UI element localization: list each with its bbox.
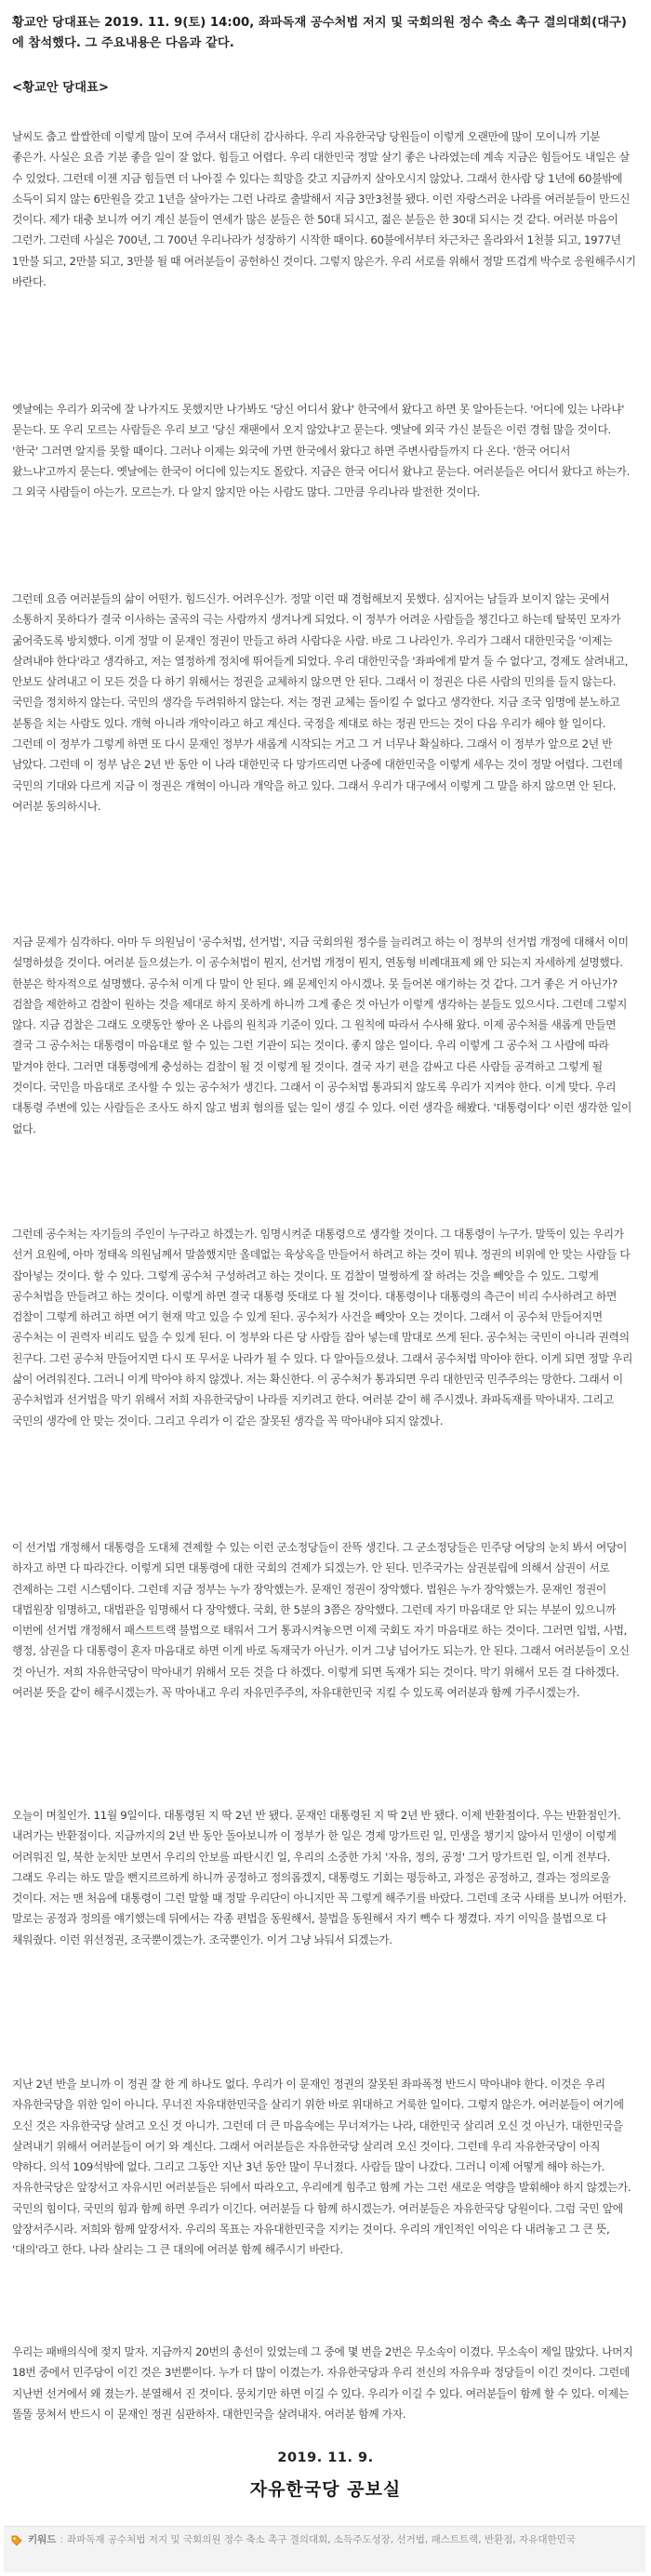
body-paragraph: 날씨도 춥고 쌀쌀한데 이렇게 많이 모여 주셔서 대단히 감사하다. 우리 자유한국당 당원들이 이렇게 오랜만에 많이 모이니까 기분 좋은가. 사실은 요즘 기분 좋을 일이 잘 없다. 힘들고 어렵다. 우리 대한민국 정말 살기 좋은 나라였는데 계속 지금은 힘들어도 내일은 살 수 있었다. 그런데 이젠 지금 힘들면 더 나아질 수 있다는 희망을 갖고 지금까지 살아오시지 않았나. 그래서 한사람 당 1년에 60불밖에 소득이 되지 않는 6만원을 갖고 1년을 살아가는 그런 나라로 출발해서 지금 3만3천불 됐다. 이런 자랑스러운 나라를 여러분들이 만드신 것이다. 제가 대충 보니까 여기 계신 분들이 연세가 많은 분들은 한 50대 되시고, 젊은 분들은 한 30대 되시는 것 같다. 여러분 마음이 그런가. 그런데 사실은 700년, 그 700년 우리나라가 성장하기 시작한 때이다. 60불에서부터 차근차근 올라와서 1천불 되고, 1977년 1만불 되고, 2만불 되고, 3만불 될 때 여러분들이 공헌하신 것이다. 그렇지 않은가. 우리 서로를 위해서 정말 뜨겁게 박수로 응원해주시기 바란다. [12,130,636,289]
signature-organization: 자유한국당 공보실 [249,2479,402,2500]
keywords-box: 키워드 : 좌파독재 공수처법 저지 및 국회의원 정수 축소 촉구 결의대회, 소득주도성장, 선거법, 패스트트랙, 반환점, 자유대한민국 [4,2526,645,2572]
keywords-label: 키워드 [28,2534,57,2545]
signature-date: 2019. 11. 9. [277,2450,374,2465]
body-paragraph: 지난 2년 반을 보니까 이 정권 잘 한 게 하나도 없다. 우리가 이 문재인 정권의 잘못된 좌파폭정 반드시 막아내야 한다. 이것은 우리 자유한국당을 위한 일이 아니다. 무너진 자유대한민국을 살리기 위한 바로 위대하고 거룩한 일이다. 그렇지 않은가. 여러분들이 여기에 오신 것은 자유한국당 살려고 오신 것 아니가. 그런데 더 큰 마음속에는 무너져가는 나라, 대한민국 살리려 오신 것 아닌가. 대한민국을 살려내기 위해서 여러분들이 여기 와 계신다. 그래서 여러분들은 자유한국당 살리려 오신 것이다. 그런데 우리 자유한국당이 아직 약하다. 의석 109석밖에 없다. 그리고 그동안 지난 3년 동안 많이 무너졌다. 사람들 많이 나갔다. 그러니 이제 어떻게 해야 하는가. 자유한국당은 앞장서고 자유시민 여러분들은 뒤에서 따라오고, 우리에게 힘주고 함께 가는 그런 새로운 역량을 발휘해야 하지 않겠는가. 국민의 힘이다. 국민의 힘과 함께 하면 우리가 이긴다. 여러분들 다 함께 하시겠는가. 여러분들은 자유한국당 당원이다. 그럼 국민 앞에 앞장서주시라. 저희와 함께 앞장서자. 우리의 목표는 자유대한민국을 지키는 것이다. 우리의 개인적인 이익은 다 내려놓고 그 큰 뜻, '대의'라고 한다. 나라 살리는 그 큰 대의에 여러분 함께 해주시기 바란다. [12,2078,631,2257]
body-paragraph: 옛날에는 우리가 외국에 잘 나가지도 못했지만 나가봐도 '당신 어디서 왔냐' 한국에서 왔다고 하면 못 알아듣는다. '어디에 있는 나라냐' 묻는다. 또 우리 모르는 사람들은 우리 보고 '당신 재팬에서 오지 않았냐'고 묻는다. 옛날에 외국 가신 분들은 이런 경험 많을 것이다. '한국' 그러면 알지를 못할 때이다. 그러나 이제는 외국에 가면 한국에서 왔다고 하면 주변사람들까지 다 온다. '한국 어디서 왔느냐'고까지 묻는다. 옛날에는 한국이 어디에 있는지도 몰랐다. 지금은 한국 어디서 왔냐고 묻는다. 여러분들은 어디서 왔다고 하는가. 그 외국 사람들이 아는가. 모르는가. 다 알지 않지만 아는 사람도 많다. 그만큼 우리나라 발전한 것이다. [12,403,630,499]
body-paragraph: 우리는 패배의식에 젖지 말자. 지금까지 20번의 총선이 있었는데 그 중에 몇 번을 2번은 무소속이 이겼다. 무소속이 제일 많았다. 나머지 18번 중에서 민주당이 이긴 것은 3번뿐이다. 누가 더 많이 이겼는가. 자유한국당과 우리 전신의 자유우파 정당들이 이긴 것이다. 그런데 지난번 선거에서 왜 졌는가. 분열해서 진 것이다. 뭉치기만 하면 이길 수 있다. 우리가 이길 수 있다. 여러분들이 함께 할 수 있다. 이제는 똘똘 뭉쳐서 반드시 이 문재인 정권 심판하자. 대한민국을 살려내자. 여러분 함께 가자. [12,2345,633,2421]
intro-text: 황교안 당대표는 2019. 11. 9(토) 14:00, 좌파독재 공수처법 저지 및 국회의원 정수 축소 촉구 결의대회(대구)에 참석했다. 그 주요내용은 다음과 같다. [12,16,627,50]
keywords-list[interactable]: 좌파독재 공수처법 저지 및 국회의원 정수 축소 촉구 결의대회, 소득주도성장, 선거법, 패스트트랙, 반환점, 자유대한민국 [66,2534,576,2545]
body-paragraph: 오늘이 며칠인가. 11월 9일이다. 대통령된 지 딱 2년 반 됐다. 문재인 대통령된 지 딱 2년 반 됐다. 이제 반환점이다. 우는 반환점인가. 내려가는 반환점이다. 지금까지의 2년 반 동안 돌아보니까 이 정부가 한 일은 경제 망가트린 일, 민생을 챙기지 않아서 민생이 이렇게 어려워진 일, 북한 눈치만 보면서 우리의 안보를 파탄시킨 일, 우리의 소중한 가치 '자유, 정의, 공정' 그거 망가트린 일, 이게 전부다. 그래도 우리는 하도 말을 뻔지르르하게 하니까 공정하고 정의롭겠지, 대통령도 기회는 평등하고, 과정은 공정하고, 결과는 정의로울 것이다. 저는 맨 처음에 대통령이 그런 말할 때 정말 우리단이 아니지만 꼭 그렇게 해주기를 바랐다. 그런데 조국 사태를 보니까 어떤가. 말로는 공정과 정의를 얘기했는데 뒤에서는 각종 편법을 동원해서, 불법을 동원해서 자기 빽수 다 챙겼다. 자기 이익을 불법으로 다 채워줬다. 이런 위선정권, 조국뿐이겠는가. 조국뿐인가. 이거 그냥 놔둬서 되겠는가. [12,1809,627,1946]
tag-icon [11,2535,22,2546]
body-paragraph: 이 선거법 개정해서 대통령을 도대체 견제할 수 있는 이런 군소정당들이 잔뜩 생긴다. 그 군소정당들은 민주당 여당의 눈치 봐서 여당이 하자고 하면 다 따라간다. 이렇게 되면 대통령에 대한 국회의 견제가 되겠는가. 안 된다. 민주국가는 삼권분립에 의해서 삼권이 서로 견제하는 그런 시스템이다. 그런데 지금 정부는 누가 장악했는가. 문재인 정권이 장악했다. 법원은 누가 장악했는가. 문재인 정권이 대법원장 임명하고, 대법관을 임명해서 다 장악했다. 국회, 한 5분의 3쯤은 장악했다. 그런데 자기 마음대로 안 되는 부분이 있으니까 이번에 선거법 개정해서 패스트트랙 불법으로 태워서 그거 통과시켜놓으면 이제 국회도 자기 마음대로 하는 것이다. 그러면 입법, 사법, 행정, 삼권을 다 대통령이 혼자 마음대로 하면 이게 바로 독재국가 아닌가. 이거 그냥 넘어가도 되는가. 안 된다. 그래서 여러분들이 오신 것 아닌가. 저희 자유한국당이 막아내기 위해서 모든 것을 다 하겠다. 이렇게 되면 독재가 되는 것이다. 막기 위해서 모든 걸 다하겠다. 여러분 뜻을 같이 해주시겠는가. 꼭 막아내고 우리 자유민주주의, 자유대한민국 지킬 수 있도록 여러분과 함께 가주시겠는가. [12,1541,630,1700]
body-paragraph: 그런데 공수처는 자기들의 주인이 누구라고 하겠는가. 임명시켜준 대통령으로 생각할 것이다. 그 대통령이 누구가. 말뚝이 있는 우리가 선거 요원에, 아마 정태옥 의원님께서 말씀했지만 올데없는 육상옥을 만들어서 하려고 하는 것이 뭐냐. 정권의 비위에 안 맞는 사람들 다 잡아넣는 것이다. 할 수 있다. 그렇게 공수처 구성하려고 하는 것이다. 또 검찰이 멀쩡하게 잘 하려는 것을 빼앗을 수 있도. 그렇게 공수처법을 만들려고 하는 것이다. 이렇게 하면 결국 대통령 뜻대로 다 될 것이다. 대통령이나 대통령의 측근이 비리 수사하려고 하면 검찰이 그렇게 하려고 하면 여기 현재 막고 있을 수 있게 된다. 공수처가 사건을 빼앗아 오는 것이다. 그래서 이 공수처 만들어지면 공수처는 이 권력자 비리도 덮을 수 있게 된다. 이 정부와 다른 당 사람들 잡아 넣는데 맘대로 쓰게 된다. 공수처는 국민이 아니라 권력의 친구다. 그런 공수처 만들어지면 다시 또 무서운 나라가 될 수 있다. 다 알아들으셨나. 그래서 공수처법 막아야 한다. 이게 되면 정말 우리 삶이 어려워진다. 그러니 이게 막아야 하지 않겠나. 저는 확신한다. 이 공수처가 통과되면 우리 대한민국 민주주의는 망한다. 그래서 이 공수처법과 선거법을 막기 위해서 저희 자유한국당이 나라를 지키려고 한다. 여러분 같이 해 주시겠나. 좌파독재를 막아내자. 그리고 국민의 생각에 안 맞는 것이다. 그리고 우리가 이 같은 잘못된 생각을 꼭 막아내야 되지 않겠나. [12,1228,633,1427]
speaker-heading: <황교안 당대표> [12,81,109,95]
body-paragraph: 그런데 요즘 여러분들의 삶이 어떤가. 힘드신가. 어려우신가. 정말 이런 때 경험해보지 못했다. 심지어는 남들과 보이지 않는 곳에서 소통하지 못하다가 결국 이사하는 굴곡의 극는 사람까지 생겨나게 되었다. 이 정부가 어려운 사람들을 챙긴다고 하는데 탈북민 모자가 굶어죽도록 방치했다. 이게 정말 이 문재인 정권이 만들고 하려 사람다운 사람. 바로 그 나라인가. 우리가 그래서 대한민국을 '이제는 살려내야 한다'라고 생각하고, 저는 열정하게 정치에 뛰어들게 되었다. 우리 대한민국을 '좌파에게 맡겨 둘 수 없다'고, 경제도 살려내고, 안보도 살려내고 이 모든 것을 다 하기 위해서는 정권을 교체하지 않으면 안 된다. 그래서 이 정권은 다른 사람의 민의를 들지 않는다. 국민을 정치하지 않는다. 국민의 생각을 두려워하지 않는다. 저는 정권 교체는 돌이킬 수 없다고 생각한다. 지금 조국 임명에 분노하고 분통을 치는 사람도 있다. 개혁 아니라 개악이라고 하고 계신다. 국정을 제대로 하는 정권 만드는 것이 다음 우리가 해야 할 일이다. 그런데 이 정부가 그렇게 하면 또 다시 문재인 정부가 새롭게 시작되는 거고 그 거 너무나 확실하다. 그래서 이 정부가 앞으로 2년 반 남았다. 그런데 이 정부 남은 2년 반 동안 이 나라 대한민국 다 망가뜨리면 나중에 대한민국을 이렇게 세우는 것이 정말 어렵다. 그런데 국민의 기대와 다르게 지금 이 정권은 개혁이 아니라 개악을 하고 있다. 그래서 우리가 대구에서 이렇게 그 말을 하지 않으면 안 된다. 여러분 동의하시나. [12,592,629,813]
body-paragraph: 지금 문제가 심각하다. 아마 두 의원님이 '공수처법, 선거법', 지금 국회의원 정수를 늘리려고 하는 이 정부의 선거법 개정에 대해서 이미 설명하셨을 것이다. 여러분 들으셨는가. 이 공수처법이 뭔지, 선거법 개정이 뭔지, 연동형 비례대표제 왜 안 되는지 자세하게 설명했다. 한분은 학자적으로 설명했다. 공수처 이게 다 말이 안 된다. 왜 문제인지 아시겠나. 못 들어본 얘기하는 것 같다. 그거 좋은 거 아닌가? 검찰을 제한하고 검찰이 원하는 것을 제대로 하지 못하게 하니까 그게 좋은 것 아닌가 이렇게 생각하는 분들도 있으시다. 그런데 그렇지 않다. 지금 검찰은 그래도 오랫동안 쌓아 온 나름의 원칙과 기준이 있다. 그 원칙에 따라서 수사해 왔다. 이제 공수처를 새롭게 만들면 결국 그 공수처는 대통령이 마음대로 할 수 있는 그런 기관이 되는 것이다. 좋지 않은 일이다. 우리 이렇게 그 공수처 그 사람에 따라 맡겨야 한다. 그러면 대통령에게 충성하는 검찰이 될 것 이렇게 될 것이다. 결국 자기 편을 감싸고 다른 사람들 공격하고 그렇게 될 것이다. 국민을 마음대로 조사할 수 있는 공수처가 생긴다. 그래서 이 공수처법 통과되지 않도록 우리가 지켜야 한다. 이게 맞다. 우리 대통령 주변에 있는 사람들은 조사도 하지 않고 범죄 혐의를 덮는 일이 생길 수 있다. 이런 생각을 해봤다. '대통령이다' 이런 생각한 일이 없다. [12,936,632,1135]
